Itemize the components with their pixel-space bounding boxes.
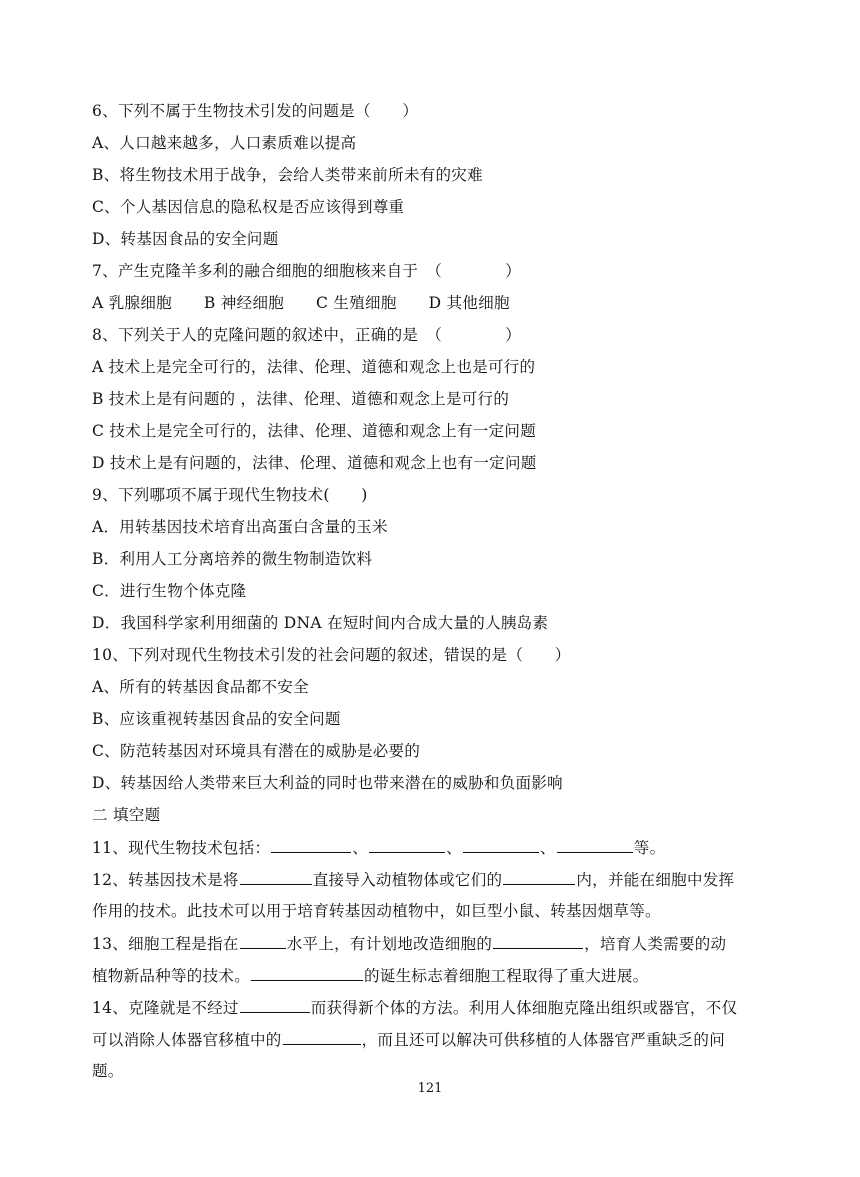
answer-blank — [463, 837, 539, 853]
question-11-text: 11、现代生物技术包括： — [92, 839, 271, 857]
question-7-option-d: D 其他细胞 — [428, 294, 510, 312]
question-8-option-c: C 技术上是完全可行的，法律、伦理、道德和观念上有一定问题 — [92, 422, 536, 440]
question-10-option-b: B、应该重视转基因食品的安全问题 — [92, 710, 341, 728]
answer-blank — [493, 933, 583, 949]
question-10-stem: 10、下列对现代生物技术引发的社会问题的叙述，错误的是（ ） — [92, 646, 571, 664]
question-14-line-3: 题。 — [92, 1062, 124, 1080]
answer-blank — [271, 837, 351, 853]
question-9-option-b: B．利用人工分离培养的微生物制造饮料 — [92, 550, 373, 568]
question-8-stem: 8、下列关于人的克隆问题的叙述中，正确的是 （ ） — [92, 326, 522, 344]
question-8-option-a: A 技术上是完全可行的，法律、伦理、道德和观念上也是可行的 — [92, 358, 536, 376]
question-9-option-a: A．用转基因技术培育出高蛋白含量的玉米 — [92, 518, 388, 536]
question-6-stem: 6、下列不属于生物技术引发的问题是（ ） — [92, 102, 419, 120]
answer-blank — [240, 933, 286, 949]
question-13-line-1: 13、细胞工程是指在 水平上，有计划地改造细胞的 ，培育人类需要的动 — [92, 935, 727, 953]
question-7-stem: 7、产生克隆羊多利的融合细胞的细胞核来自于 （ ） — [92, 262, 522, 280]
question-6-option-d: D、转基因食品的安全问题 — [92, 230, 279, 248]
question-13-line-2: 植物新品种等的技术。 的诞生标志着细胞工程取得了重大进展。 — [92, 967, 649, 985]
answer-blank — [240, 997, 310, 1013]
answer-blank — [369, 837, 445, 853]
question-10-option-d: D、转基因给人类带来巨大利益的同时也带来潜在的威胁和负面影响 — [92, 774, 563, 792]
question-7-options — [92, 293, 510, 313]
question-6-option-c: C、个人基因信息的隐私权是否应该得到尊重 — [92, 198, 405, 216]
answer-blank — [240, 869, 312, 885]
question-7-option-a: A 乳腺细胞 — [92, 294, 172, 312]
question-12-line-2: 作用的技术。此技术可以用于培育转基因动植物中，如巨型小鼠、转基因烟草等。 — [92, 902, 661, 920]
question-6-option-b: B、将生物技术用于战争，会给人类带来前所未有的灾难 — [92, 166, 483, 184]
question-7-option-b: B 神经细胞 — [203, 294, 285, 312]
question-9-option-c: C．进行生物个体克隆 — [92, 582, 247, 600]
question-11: 11、现代生物技术包括： 、 、 、 等。 — [92, 839, 666, 857]
answer-blank — [251, 965, 363, 981]
question-10-option-a: A、所有的转基因食品都不安全 — [92, 678, 309, 696]
question-14-line-2: 可以消除人体器官移植中的 ，而且还可以解决可供移植的人体器官严重缺乏的问 — [92, 1031, 726, 1049]
question-8-option-b: B 技术上是有问题的 ，法律、伦理、道德和观念上是可行的 — [92, 390, 510, 408]
question-10-option-c: C、防范转基因对环境具有潜在的威胁是必要的 — [92, 742, 421, 760]
question-8-option-d: D 技术上是有问题的，法律、伦理、道德和观念上也有一定问题 — [92, 454, 537, 472]
question-14-line-1: 14、克隆就是不经过 而获得新个体的方法。利用人体细胞克隆出组织或器官，不仅 — [92, 999, 738, 1017]
question-9-option-d: D．我国科学家利用细菌的 DNA 在短时间内合成大量的人胰岛素 — [92, 614, 549, 632]
question-6-option-a: A、人口越来越多，人口素质难以提高 — [92, 134, 357, 152]
answer-blank — [557, 837, 633, 853]
answer-blank — [503, 869, 575, 885]
question-9-stem: 9、下列哪项不属于现代生物技术( ) — [92, 486, 368, 504]
question-7-option-c: C 生殖细胞 — [316, 294, 397, 312]
question-12-line-1: 12、转基因技术是将 直接导入动植物体或它们的 内，并能在细胞中发挥 — [92, 871, 735, 889]
answer-blank — [283, 1029, 361, 1045]
page-number: 121 — [417, 1081, 443, 1096]
section-heading-fill-in: 二 填空题 — [92, 806, 161, 824]
